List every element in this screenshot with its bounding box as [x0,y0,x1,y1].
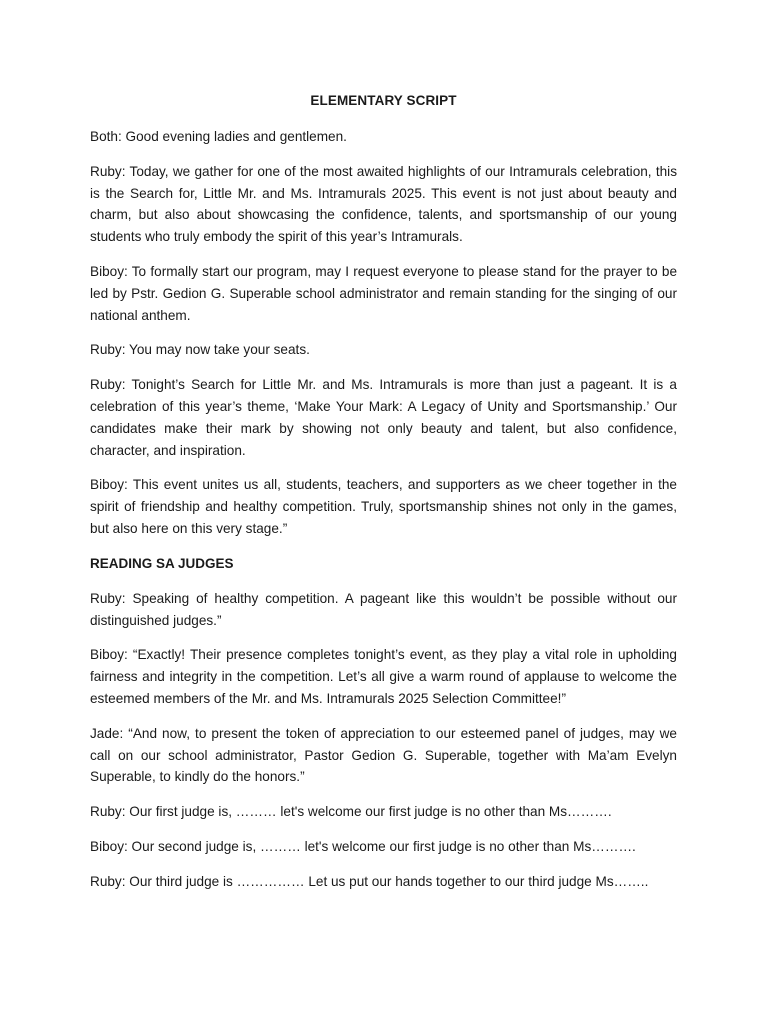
document-page [90,90,677,906]
paragraph-ruby-intro: Ruby: Today, we gather for one of the most awaited highlights of our Intramurals celebration, this is the Search for, Little Mr. and Ms. Intramurals 2025. This event is not just about beauty and charm, but also about showcasing the confidence, talents, and sportsmanship of our young students who truly embody the spirit of this year’s Intramurals. [90,163,677,245]
paragraph-second-judge: Biboy: Our second judge is, ……… let's welcome our first judge is no other than Ms………. [90,838,636,854]
paragraph-greeting: Both: Good evening ladies and gentlemen. [90,129,347,144]
paragraph-biboy-applause: Biboy: “Exactly! Their presence completes tonight’s event, as they play a vital role in upholding fairness and integrity in the competition. Let’s all give a warm round of applause to welcome the esteemed members of the Mr. and Ms. Intramurals 2025 Selection Committee!” [90,647,677,706]
paragraph-ruby-seats: Ruby: You may now take your seats. [90,342,310,358]
paragraph-jade-token: Jade: “And now, to present the token of appreciation to our esteemed panel of judges, may we call on our school administrator, Pastor Gedion G. Superable, together with Ma’am Evelyn Superable, to kindly do the honors.” [90,725,677,785]
paragraph-biboy-prayer: Biboy: To formally start our program, may I request everyone to please stand for the prayer to be led by Pstr. Gedion G. Superable school administrator and remain standing for the singing of our national anthem. [90,263,677,323]
paragraph-ruby-judges: Ruby: Speaking of healthy competition. A pageant like this wouldn’t be possible without our distinguished judges.” [90,590,677,628]
section-heading-judges: READING SA JUDGES [90,555,234,571]
paragraph-third-judge: Ruby: Our third judge is …………… Let us put our hands together to our third judge Ms…….. [90,873,649,889]
paragraph-first-judge: Ruby: Our first judge is, ……… let's welcome our first judge is no other than Ms………. [90,804,612,820]
document-title: ELEMENTARY SCRIPT [310,93,457,108]
paragraph-ruby-theme: Ruby: Tonight’s Search for Little Mr. and Ms. Intramurals is more than just a pageant. It is a celebration of this year’s theme, ‘Make Your Mark: A Legacy of Unity and Sportsmanship.’ Our candidates make their mark by showing not only beauty and talent, but also confidence, character, and inspiration. [90,377,677,458]
paragraph-biboy-unity: Biboy: This event unites us all, students, teachers, and supporters as we cheer together in the spirit of friendship and healthy competition. Truly, sportsmanship shines not only in the games, but also here on this very stage.” [90,477,677,536]
